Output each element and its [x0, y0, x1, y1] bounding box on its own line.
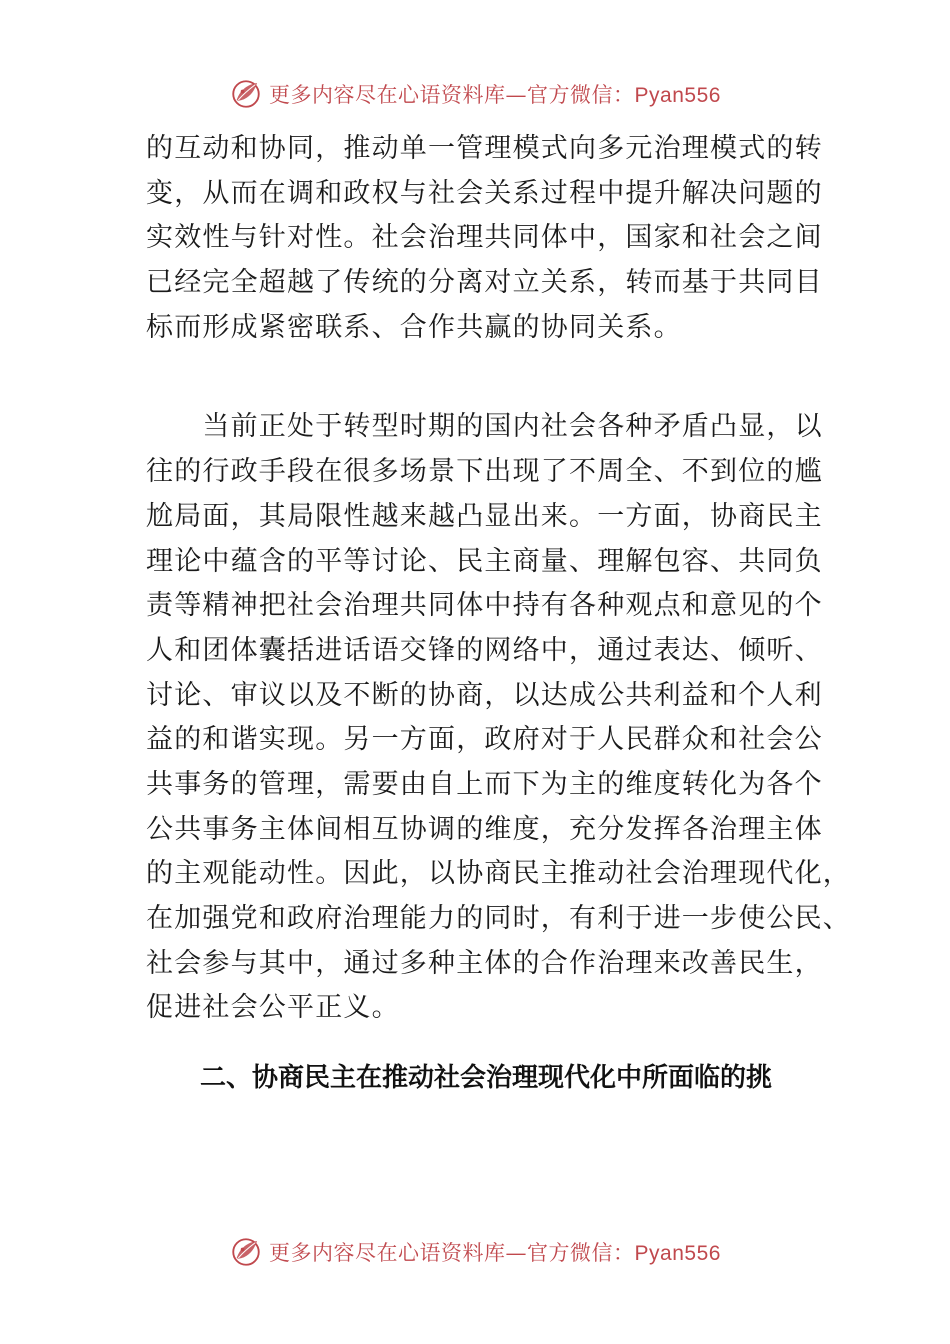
watermark-text: 更多内容尽在心语资料库—官方微信：Pyan556 [269, 1241, 721, 1265]
text-line: 变，从而在调和政权与社会关系过程中提升解决问题的 [146, 177, 823, 209]
text-line: 人和团体囊括进话语交锋的网络中，通过表达、倾听、 [146, 634, 823, 666]
paragraph-2 [146, 405, 851, 1031]
text-line: 标而形成紧密联系、合作共赢的协同关系。 [146, 311, 682, 343]
text-line: 促进社会公平正义。 [146, 992, 400, 1024]
section-heading: 二、协商民主在推动社会治理现代化中所面临的挑 [200, 1063, 773, 1093]
watermark-header [0, 74, 950, 114]
text-line: 责等精神把社会治理共同体中持有各种观点和意见的个 [146, 590, 823, 622]
text-line: 讨论、审议以及不断的协商，以达成公共利益和个人利 [146, 679, 823, 711]
text-line: 往的行政手段在很多场景下出现了不周全、不到位的尴 [146, 456, 823, 488]
text-line: 实效性与针对性。社会治理共同体中，国家和社会之间 [146, 222, 823, 254]
text-line: 理论中蕴含的平等讨论、民主商量、理解包容、共同负 [146, 545, 823, 577]
paragraph-1 [146, 127, 823, 350]
text-line: 社会参与其中，通过多种主体的合作治理来改善民生， [146, 947, 823, 979]
document-body [146, 127, 851, 1031]
leaf-circle-logo-icon [229, 1235, 263, 1269]
watermark-text: 更多内容尽在心语资料库—官方微信：Pyan556 [269, 83, 721, 107]
text-line: 的互动和协同，推动单一管理模式向多元治理模式的转 [146, 133, 823, 164]
text-line: 益的和谐实现。另一方面，政府对于人民群众和社会公 [146, 724, 823, 756]
text-line: 已经完全超越了传统的分离对立关系，转而基于共同目 [146, 267, 823, 299]
leaf-circle-logo-icon [229, 77, 263, 111]
text-line: 尬局面，其局限性越来越凸显出来。一方面，协商民主 [146, 500, 823, 532]
text-line: 当前正处于转型时期的国内社会各种矛盾凸显，以 [146, 411, 823, 443]
text-line: 的主观能动性。因此，以协商民主推动社会治理现代化， [146, 858, 851, 890]
text-line: 在加强党和政府治理能力的同时，有利于进一步使公民、 [146, 903, 851, 934]
text-line: 公共事务主体间相互协调的维度，充分发挥各治理主体 [146, 813, 823, 845]
watermark-footer [0, 1232, 950, 1272]
text-line: 共事务的管理，需要由自上而下为主的维度转化为各个 [146, 768, 823, 800]
